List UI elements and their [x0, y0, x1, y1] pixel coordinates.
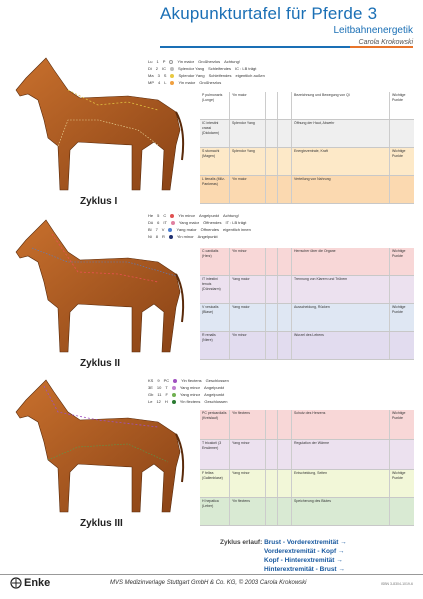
meridian-row: MP 4 L Yin maior Großherzlos	[148, 80, 222, 85]
cycle-label-2: Zyklus II	[80, 358, 121, 369]
table-row: T tricalorii (3 Erwärmer) Yang minor Regulation der Wärme	[200, 440, 414, 470]
table-row: C cardialis (Herz) Yin minor Herrscher über die Organe Wichtige Punkte	[200, 248, 414, 276]
table-row: H hepatica (Leber) Yin flectens Speicherung des Blutes	[200, 498, 414, 526]
meridian-table-1	[200, 92, 414, 204]
meridian-row: KS 9 PC Yin flectens Geschlossen	[148, 378, 229, 383]
cycle-label-1: Zyklus I	[80, 196, 118, 207]
meridian-row: Ni 8 R Yin minor Angelpunkt	[148, 234, 218, 239]
cycle-label-3: Zyklus III	[80, 518, 123, 529]
meridian-row: Ma 3 S Splendor Yang Schleifendes eigentlich außen	[148, 73, 265, 78]
footer-divider	[0, 574, 423, 575]
meridian-table-2	[200, 248, 414, 360]
meridian-row: Di 2 IC Splendor Yang Schleifendes IC : LB trägt	[148, 66, 257, 71]
isbn: ISBN 3-8304-1019-6	[380, 582, 413, 586]
cycle-flow	[220, 538, 347, 574]
table-row: V vesicalis (Blase) Yang maior Ausscheidung, Rücken Wichtige Punkte	[200, 304, 414, 332]
table-row: PC pericardialis (Kreislauf) Yin flectens Schutz des Herzens Wichtige Punkte	[200, 410, 414, 440]
title-underline-orange	[350, 46, 413, 48]
meridian-row: He 5 C Yin minor Angelpunkt Achtung!	[148, 213, 239, 218]
cycle-flow-label: Zyklus erlauf:	[220, 539, 263, 546]
publisher-logo: Enke	[10, 577, 50, 589]
meridian-list-1	[148, 58, 265, 86]
page-title: Akupunkturtafel für Pferde 3	[160, 4, 378, 23]
table-row: S stomachi (Magen) Splendor Yang Energiezentrale, Kraft Wichtige Punkte	[200, 148, 414, 176]
meridian-row: Le 12 H Yin flectens Geschlossen	[148, 399, 228, 404]
table-row: L lienalis (Milz-Pankreas) Yin maior Verteilung von Nahrung	[200, 176, 414, 204]
author-name: Carola Krokowski	[358, 39, 413, 46]
cycle-flow-line-3: Kopf - Hinterextremität →	[264, 557, 343, 564]
table-row: IT intestini tenuis (Dünndarm) Yang maior Trennung von Klarem und Trübem	[200, 276, 414, 304]
publisher-credit: MVS Medizinverlage Stuttgart GmbH & Co. KG, © 2003 Carola Krokowski	[110, 580, 307, 586]
meridian-table-3	[200, 410, 414, 526]
meridian-list-2	[148, 212, 251, 240]
cycle-flow-line-4: Hinterextremität - Brust →	[264, 566, 345, 573]
page-subtitle: Leitbahnenergetik	[333, 25, 413, 36]
meridian-list-3	[148, 377, 233, 405]
meridian-row: Lu 1 P Yin maior Großherzlos Achtung!	[148, 59, 240, 64]
meridian-row: Dü 6 IT Yang maior Öffnendes IT : LB trägt	[148, 220, 247, 225]
meridian-row: 3E 10 T Yang minor Angelpunkt	[148, 385, 224, 390]
enke-logo-icon	[10, 577, 22, 589]
table-row: R renalis (Niere) Yin minor Wurzel des Lebens	[200, 332, 414, 360]
meridian-row: Bl 7 V Yang maior Öffnendes eigentlich innen	[148, 227, 251, 232]
table-row: F fellea (Gallenblase) Yang minor Entscheidung, Seiten Wichtige Punkte	[200, 470, 414, 498]
title-underline-blue	[160, 46, 350, 48]
table-row: IC intestini crassi (Dickdarm) Splendor Yang Öffnung der Haut, Abwehr	[200, 120, 414, 148]
meridian-row: Gb 11 F Yang minor Angelpunkt	[148, 392, 225, 397]
cycle-flow-line-2: Vorderextremität - Kopf →	[264, 548, 345, 555]
table-row: P pulmonaris (Lunge) Yin maior Bezeichnung und Bewegung von Qi Wichtige Punkte	[200, 92, 414, 120]
cycle-flow-line-1: Brust - Vorderextremität →	[264, 539, 347, 546]
